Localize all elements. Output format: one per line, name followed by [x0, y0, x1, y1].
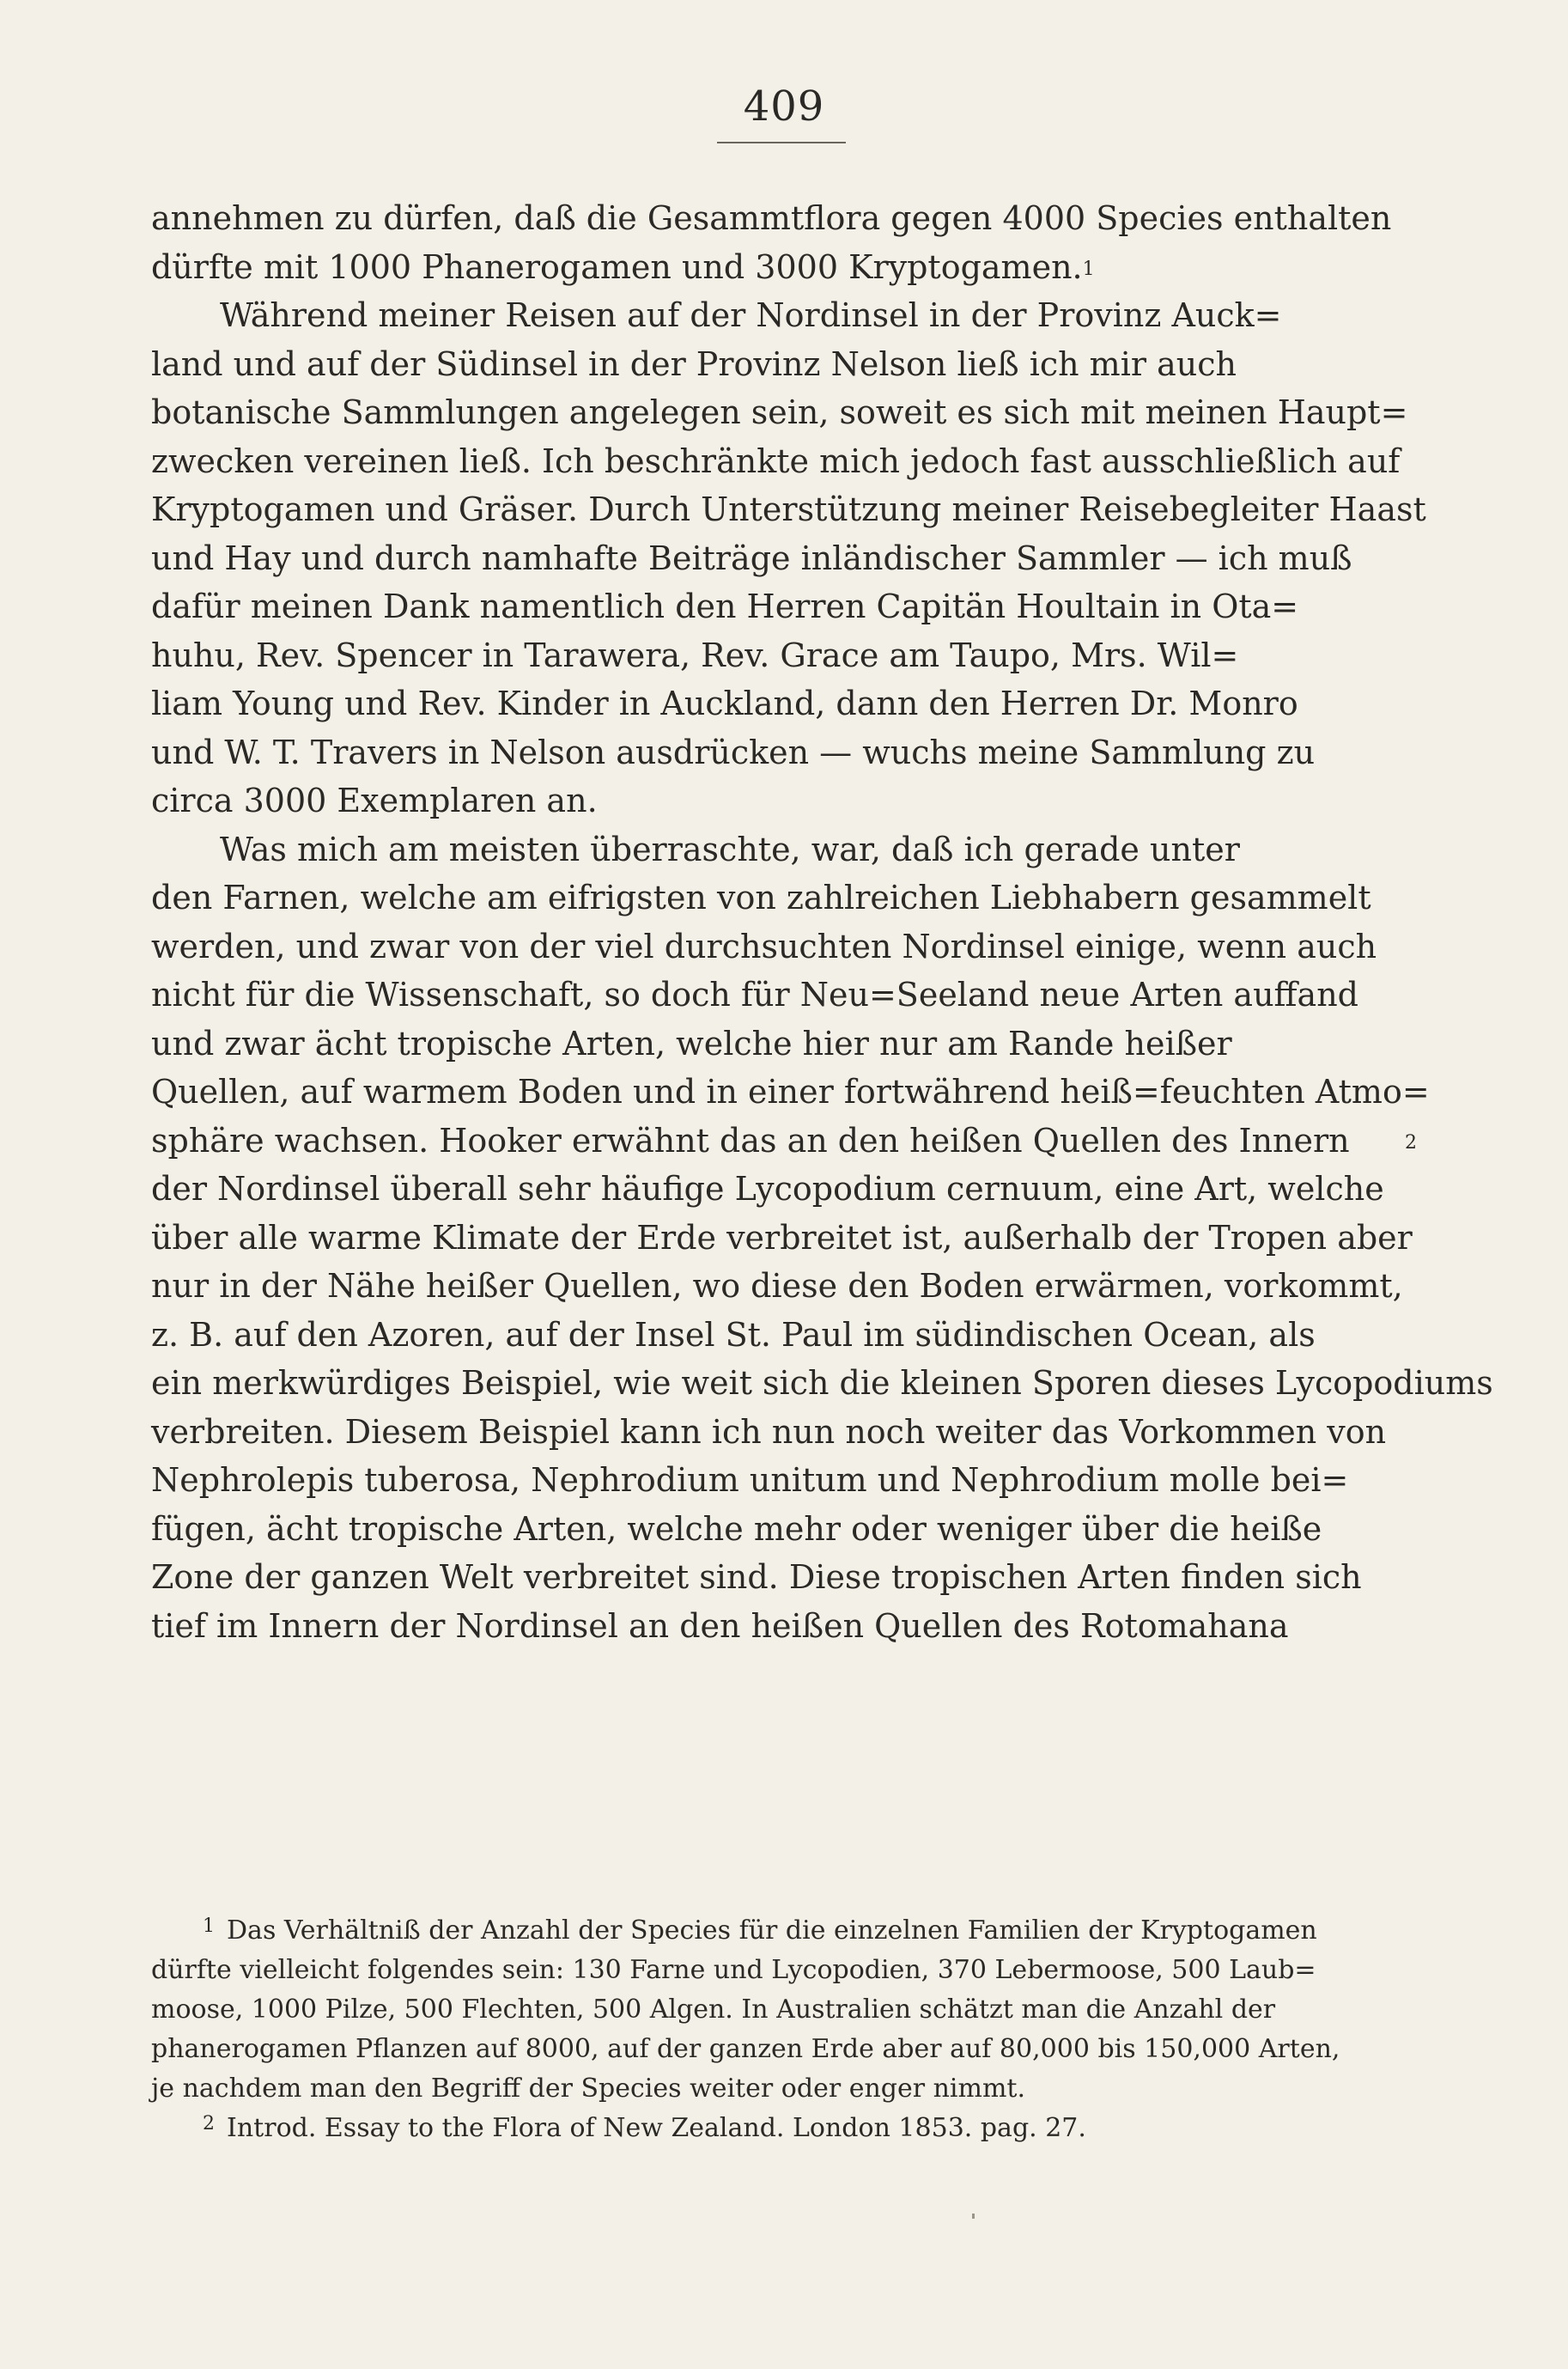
footnote-line: je nachdem man den Begriff der Species weiter oder enger nimmt.: [151, 2074, 1026, 2104]
text-line: werden, und zwar von der viel durchsuchten Nordinsel einige, wenn auch: [151, 927, 1377, 965]
footnote-number: 1: [203, 1915, 215, 1937]
text-line: der Nordinsel überall sehr häufige Lycopodium cernuum, eine Art, welche: [151, 1170, 1384, 1208]
text-line: nur in der Nähe heißer Quellen, wo diese den Boden erwärmen, vorkommt,: [151, 1267, 1403, 1305]
footnote-line: phanerogamen Pflanzen auf 8000, auf der ganzen Erde aber auf 80,000 bis 150,000 Arten,: [151, 2034, 1340, 2064]
text-line: huhu, Rev. Spencer in Tarawera, Rev. Grace am Taupo, Mrs. Wil=: [151, 636, 1239, 674]
text-line: liam Young und Rev. Kinder in Auckland, dann den Herren Dr. Monro: [151, 685, 1298, 722]
text-line: dafür meinen Dank namentlich den Herren Capitän Houltain in Ota=: [151, 588, 1299, 625]
text-line: ein merkwürdiges Beispiel, wie weit sich die kleinen Sporen dieses Lycopodiums: [151, 1364, 1493, 1402]
footnote-line: $^1$ Das Verhältniß der Anzahl der Species für die einzelnen Familien der Kryptogamen: [203, 1915, 1317, 1946]
page-number: 409: [743, 82, 825, 131]
text-line: und Hay und durch namhafte Beiträge inländischer Sammler — ich muß: [151, 539, 1352, 577]
footnote-line: moose, 1000 Pilze, 500 Flechten, 500 Algen. In Australien schätzt man die Anzahl der: [151, 1994, 1276, 2025]
text-line: land und auf der Südinsel in der Provinz Nelson ließ ich mir auch: [151, 344, 1237, 383]
text-line: Während meiner Reisen auf der Nordinsel in der Provinz Auck=: [220, 296, 1282, 334]
header-rule: [717, 142, 846, 143]
text-line: nicht für die Wissenschaft, so doch für Neu=Seeland neue Arten auffand: [151, 976, 1358, 1014]
text-line: Was mich am meisten überraschte, war, daß ich gerade unter: [220, 830, 1240, 868]
text-line: Quellen, auf warmem Boden und in einer fortwährend heiß=feuchten Atmo=: [151, 1073, 1430, 1111]
text-line: dürfte mit 1000 Phanerogamen und 3000 Kryptogamen. $^1$: [151, 247, 1095, 286]
text-line: tief im Innern der Nordinsel an den heißen Quellen des Rotomahana: [151, 1606, 1289, 1645]
text-line: den Farnen, welche am eifrigsten von zahlreichen Liebhabern gesammelt: [151, 879, 1371, 917]
text-line: circa 3000 Exemplaren an.: [151, 782, 598, 819]
paper-speck: [972, 2214, 975, 2219]
text-line: Kryptogamen und Gräser. Durch Unterstützung meiner Reisebegleiter Haast: [151, 490, 1426, 528]
text-line: fügen, ächt tropische Arten, welche mehr oder weniger über die heiße: [151, 1509, 1322, 1548]
text-line: sphäre wachsen. Hooker erwähnt das an den heißen Quellen des Innern $^2$: [151, 1121, 1417, 1160]
body-text: [151, 199, 1493, 1655]
footnotes: [151, 1915, 1417, 2153]
text-line: z. B. auf den Azoren, auf der Insel St. Paul im südindischen Ocean, als: [151, 1315, 1316, 1354]
text-line: annehmen zu dürfen, daß die Gesammtflora gegen 4000 Species enthalten: [151, 199, 1392, 237]
text-line: botanische Sammlungen angelegen sein, soweit es sich mit meinen Haupt=: [151, 393, 1408, 431]
footnote-number: 2: [203, 2113, 215, 2135]
footnote-line: dürfte vielleicht folgendes sein: 130 Farne und Lycopodien, 370 Lebermoose, 500 Laub=: [151, 1955, 1316, 1985]
text-line: Zone der ganzen Welt verbreitet sind. Diese tropischen Arten finden sich: [151, 1558, 1362, 1596]
text-line: Nephrolepis tuberosa, Nephrodium unitum und Nephrodium molle bei=: [151, 1461, 1349, 1499]
text-line: über alle warme Klimate der Erde verbreitet ist, außerhalb der Tropen aber: [151, 1218, 1413, 1257]
text-line: verbreiten. Diesem Beispiel kann ich nun noch weiter das Vorkommen von: [151, 1412, 1387, 1451]
text-line: zwecken vereinen ließ. Ich beschränkte mich jedoch fast ausschließlich auf: [151, 442, 1401, 480]
text-line: und zwar ächt tropische Arten, welche hier nur am Rande heißer: [151, 1024, 1232, 1063]
text-line: und W. T. Travers in Nelson ausdrücken — wuchs meine Sammlung zu: [151, 733, 1316, 771]
footnote-line: 2 Introd. Essay to the Flora of New Zealand. London 1853. pag. 27.: [203, 2113, 1086, 2143]
